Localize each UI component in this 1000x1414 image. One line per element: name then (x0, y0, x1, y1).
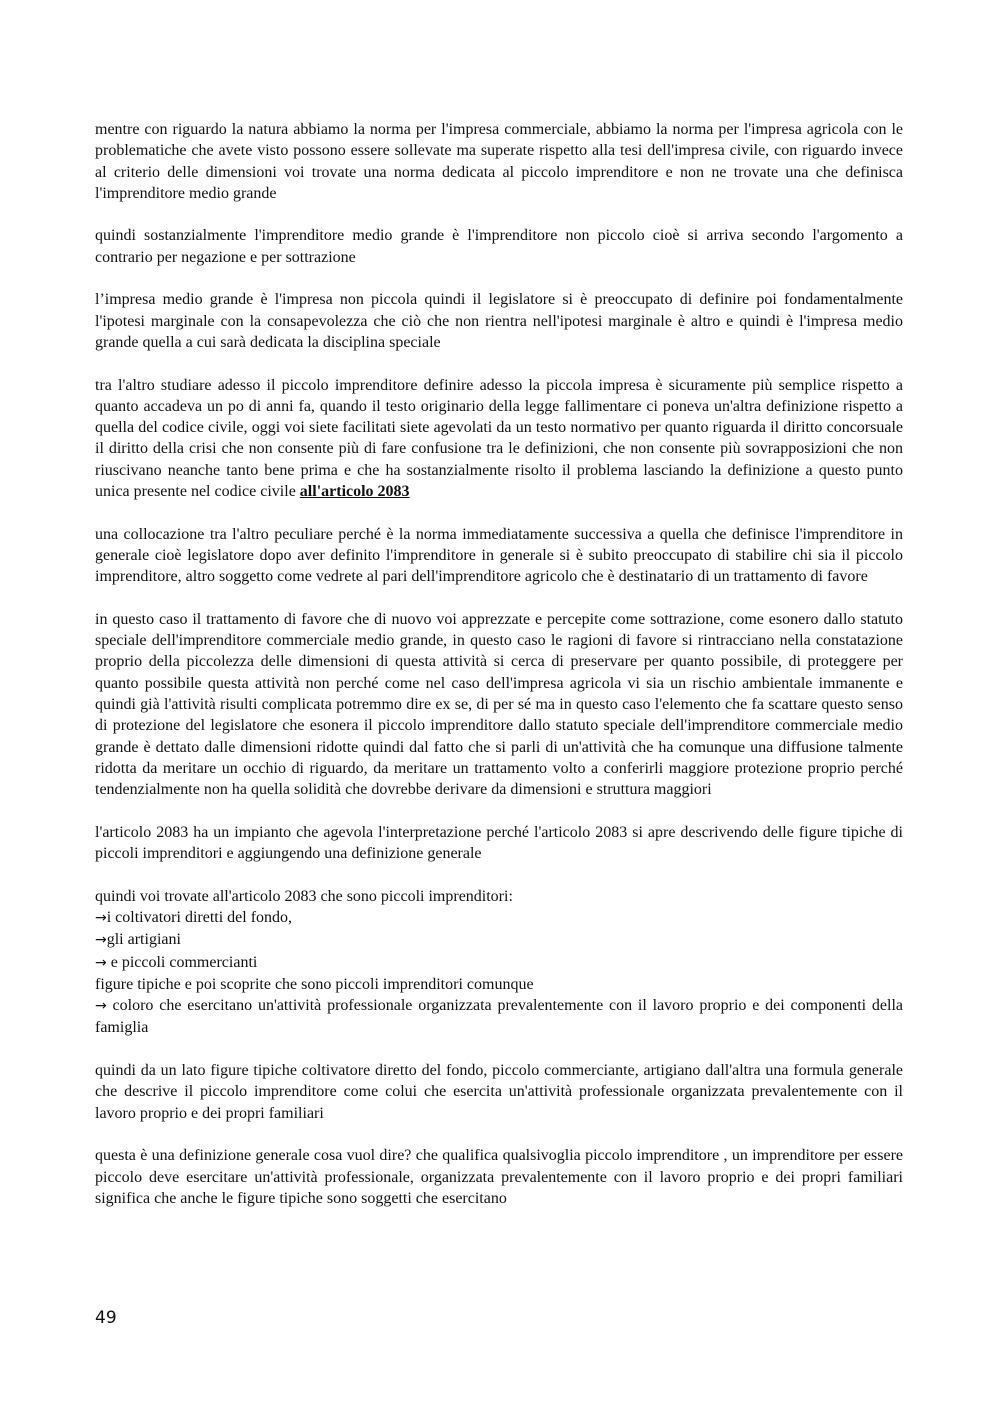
paragraph-8: quindi da un lato figure tipiche coltivatore diretto del fondo, piccolo commerciante, artigiano dall'altra una formula generale che descrive il piccolo imprenditore come colui che esercita un'attività professionale organizzata prevalentemente con il lavoro proprio e dei propri familiari (95, 1062, 903, 1122)
paragraph-4 (95, 375, 903, 503)
list-middle: figure tipiche e poi scoprite che sono piccoli imprenditori comunque (95, 975, 534, 993)
document-page (95, 119, 903, 1230)
list-item (95, 929, 903, 951)
list-item-text: gli artigiani (106, 931, 181, 949)
arrow-right-icon: → (95, 909, 107, 926)
arrow-right-icon: → (95, 932, 107, 949)
list-item-text: i coltivatori diretti del fondo, (106, 908, 293, 926)
arrow-right-icon: → (95, 998, 107, 1015)
paragraph-9: questa è una definizione generale cosa vuol dire? che qualifica qualsivoglia piccolo imprenditore , un imprenditore per essere piccolo deve esercitare un'attività professionale, organizzata prevalentemente con il lavoro proprio e dei propri familiari significa che anche le figure tipiche sono soggetti che esercitano (95, 1147, 903, 1207)
paragraph-2: quindi sostanzialmente l'imprenditore medio grande è l'imprenditore non piccolo cioè si arriva secondo l'argomento a contrario per negazione e per sottrazione (95, 227, 903, 266)
list-item-text: coloro che esercitano un'attività professionale organizzata prevalentemente con il lavoro proprio e dei componenti della famiglia (95, 997, 903, 1037)
article-2083-reference: all'articolo 2083 (299, 483, 410, 501)
list-intro: quindi voi trovate all'articolo 2083 che sono piccoli imprenditori: (95, 887, 513, 905)
paragraph-1 (95, 119, 903, 204)
paragraph-5: una collocazione tra l'altro peculiare perché è la norma immediatamente successiva a quella che definisce l'imprenditore in generale cioè legislatore dopo aver definito l'imprenditore in generale si è subito preoccupato di stabilire chi sia il piccolo imprenditore, altro soggetto come vedrete al pari dell'imprenditore agricolo che è destinatario di un trattamento di favore (95, 525, 903, 586)
list-item (95, 907, 903, 929)
list-item (95, 995, 903, 1039)
paragraph-6: in questo caso il trattamento di favore che di nuovo voi apprezzate e percepite come sottrazione, come esonero dallo statuto speciale dell'imprenditore commerciale medio grande, in questo caso le ragioni di favore si rintracciano nella constatazione proprio della piccolezza delle dimensioni di questa attività si cerca di preservare per quanto possibile, di proteggere per quanto possibile questa attività non perché come nel caso dell'impresa agricola vi sia un rischio ambientale immanente e quindi già l'attività risulti complicata potremmo dire ex se, di per sé ma in questo caso l'elemento che fa scattare questo senso di protezione del legislatore che esonera il piccolo imprenditore dallo statuto speciale dell'imprenditore commerciale medio grande è dettato dalle dimensioni ridotte quindi dal fatto che si parli di un'attività che ha comunque una diffusione talmente ridotta da meritare un occhio di riguardo, da meritare un trattamento volto a conferirli maggiore protezione proprio perché tendenzialmente non ha quella solidità che dovrebbe derivare da dimensioni e struttura maggiori (95, 610, 903, 799)
paragraph-3: l’impresa medio grande è l'impresa non piccola quindi il legislatore si è preoccupato di definire poi fondamentalmente l'ipotesi marginale con la consapevolezza che ciò che non rientra nell'ipotesi marginale è altro e quindi è l'impresa medio grande quella a cui sarà dedicata la disciplina speciale (95, 291, 903, 351)
list-item-text: e piccoli commercianti (106, 953, 258, 971)
small-entrepreneurs-list (95, 886, 903, 1039)
list-item (95, 952, 903, 974)
arrow-right-icon: → (95, 954, 107, 971)
paragraph-1-text: mentre con riguardo la natura abbiamo la norma per l'impresa commerciale, abbiamo la norma per l'impresa agricola con le problematiche che avete visto possono essere sollevate ma superate rispetto alla tesi dell'impresa civile, con riguardo invece al criterio delle dimensioni voi trovate una norma dedicata al piccolo imprenditore e non ne trovate una che definisca l'imprenditore medio grande (95, 121, 903, 202)
paragraph-7: l'articolo 2083 ha un impianto che agevola l'interpretazione perché l'articolo 2083 si apre descrivendo delle figure tipiche di piccoli imprenditori e aggiungendo una definizione generale (95, 823, 903, 863)
page-number: 49 (95, 1308, 117, 1328)
paragraph-4-text: tra l'altro studiare adesso il piccolo imprenditore definire adesso la piccola impresa è sicuramente più semplice rispetto a quanto accadeva un po di anni fa, quando il testo originario della legge fallimentare ci poneva un'altra definizione rispetto a quella del codice civile, oggi voi siete facilitati siete agevolati da un testo normativo per quanto riguarda il diritto concorsuale il diritto della crisi che non consente più di fare confusione tra le definizioni, che non consente più sovrapposizioni che non riuscivano neanche tanto bene prima e che ha sostanzialmente risolto il problema lasciando la definizione a questo punto unica presente nel codice civile (95, 376, 903, 501)
